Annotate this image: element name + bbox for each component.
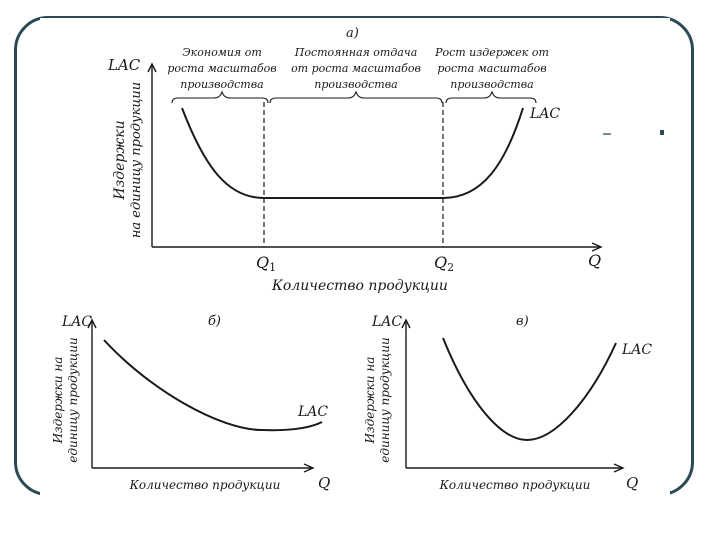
- region-right-line-3: производства: [450, 78, 534, 91]
- region-left-line-3: производства: [180, 78, 264, 91]
- region-middle-line-1: Постоянная отдача: [294, 46, 418, 59]
- panel-a-y-symbol: LAC: [108, 56, 141, 74]
- panel-a: [107, 26, 601, 294]
- panel-c-y-label-1: Издержки на: [363, 356, 377, 444]
- brace-right: [446, 92, 536, 103]
- panel-c-x-symbol: Q: [626, 474, 639, 492]
- panel-b: [51, 314, 330, 492]
- region-middle-line-3: производства: [314, 78, 398, 91]
- panel-a-y-label-2: на единицу продукции: [129, 81, 144, 239]
- panel-b-lac-curve: [104, 340, 322, 430]
- panel-b-y-label-2: единицу продукции: [66, 337, 80, 463]
- panel-b-y-label-1: Издержки на: [51, 356, 65, 444]
- panel-a-curve-label: LAC: [530, 106, 561, 122]
- panel-a-y-label-1: Издержки: [112, 120, 128, 200]
- panel-c: [363, 314, 652, 492]
- panel-b-x-label: Количество продукции: [129, 478, 281, 492]
- brace-middle: [270, 92, 442, 103]
- panel-a-x-symbol: Q: [588, 251, 602, 270]
- panel-c-y-symbol: LAC: [372, 314, 403, 330]
- panel-b-label: б): [208, 314, 222, 329]
- panel-b-x-symbol: Q: [318, 474, 331, 492]
- region-middle-line-2: от роста масштабов: [291, 62, 421, 75]
- panel-c-curve-label: LAC: [622, 342, 653, 358]
- panel-c-y-label-2: единицу продукции: [378, 337, 392, 463]
- region-right-line-1: Рост издержек от: [435, 46, 549, 59]
- panel-a-label: а): [346, 26, 359, 41]
- panel-c-lac-curve: [443, 338, 616, 440]
- region-left-line-1: Экономия от: [182, 46, 262, 59]
- region-right-line-2: роста масштабов: [437, 62, 547, 75]
- q2-label: Q2: [434, 253, 455, 274]
- decorative-dot: [660, 130, 664, 135]
- panel-a-lac-curve: [182, 108, 523, 198]
- decorative-mark: [603, 133, 611, 135]
- q1-label: Q1: [256, 253, 277, 274]
- panel-a-x-label: Количество продукции: [272, 278, 448, 294]
- region-left-line-2: роста масштабов: [167, 62, 277, 75]
- panel-c-x-label: Количество продукции: [439, 478, 591, 492]
- panel-b-y-symbol: LAC: [62, 314, 93, 330]
- brace-left: [172, 92, 268, 103]
- panel-c-label: в): [516, 314, 529, 329]
- panel-b-curve-label: LAC: [298, 404, 329, 420]
